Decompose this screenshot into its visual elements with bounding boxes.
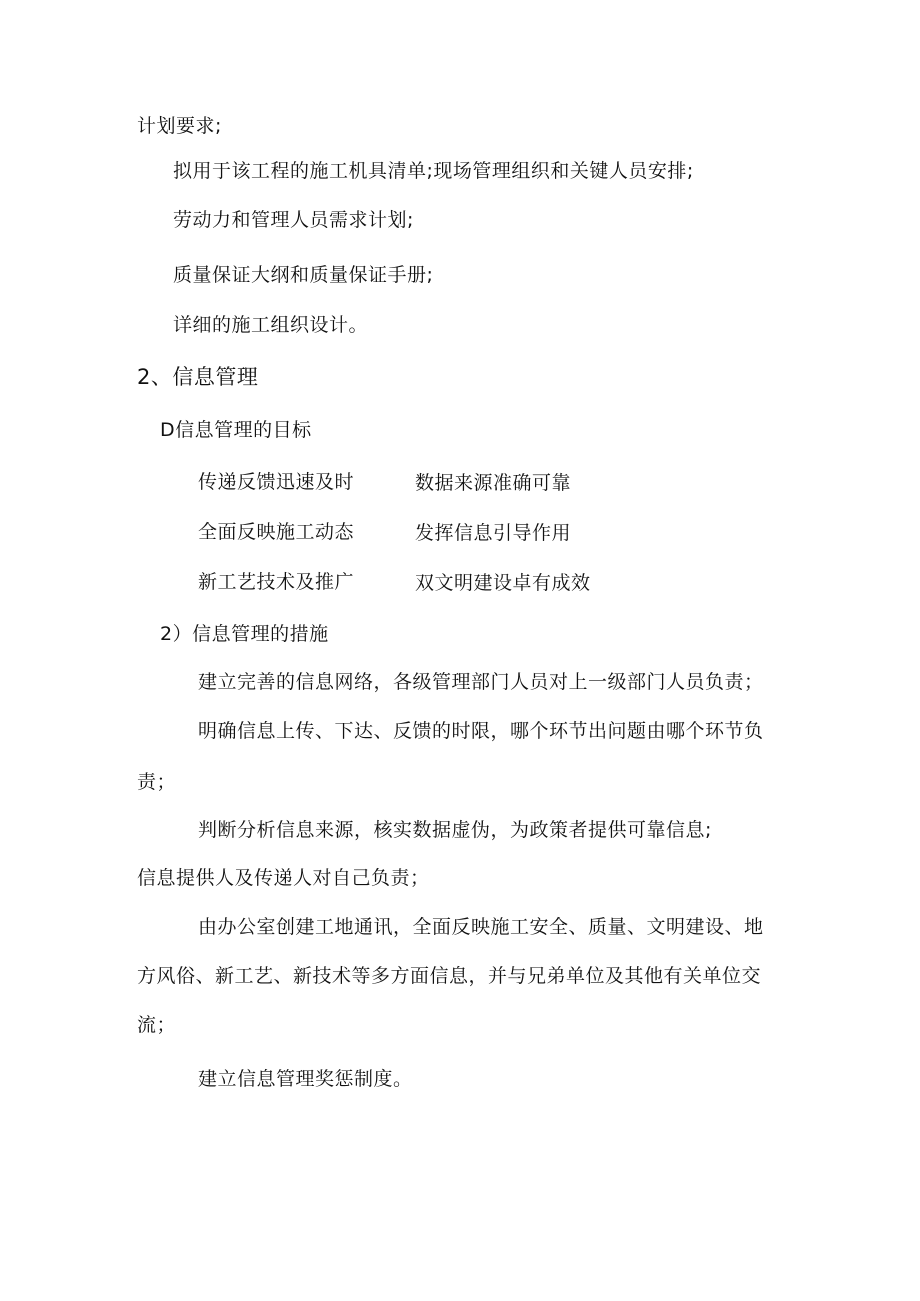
section-heading: 2、信息管理: [137, 365, 259, 389]
subsection-heading: D信息管理的目标: [160, 419, 312, 441]
goal-item: 全面反映施工动态: [198, 521, 355, 543]
text-line: 拟用于该工程的施工机具清单;现场管理组织和关键人员安排;: [173, 160, 694, 182]
text-line: 劳动力和管理人员需求计划;: [173, 209, 414, 231]
text-line: 建立完善的信息网络，各级管理部门人员对上一级部门人员负责；: [198, 671, 764, 693]
text-line: 由办公室创建工地通讯，全面反映施工安全、质量、文明建设、地: [198, 916, 764, 938]
goal-item: 传递反馈迅速及时: [198, 471, 355, 493]
text-line: 责；: [137, 771, 177, 793]
text-line: 建立信息管理奖惩制度。: [198, 1068, 413, 1090]
goal-item: 双文明建设卓有成效: [415, 572, 591, 594]
text-line: 质量保证大纲和质量保证手册;: [173, 264, 434, 286]
goal-item: 新工艺技术及推广: [198, 571, 355, 593]
text-line: 方风俗、新工艺、新技术等多方面信息，并与兄弟单位及其他有关单位交: [137, 965, 762, 987]
text-line: 信息提供人及传递人对自己负责；: [137, 867, 430, 889]
text-line: 流；: [137, 1014, 177, 1036]
goal-item: 发挥信息引导作用: [415, 522, 572, 544]
text-line: 判断分析信息来源，核实数据虚伪，为政策者提供可靠信息;: [198, 819, 712, 841]
goal-item: 数据来源准确可靠: [415, 472, 572, 494]
text-line: 计划要求;: [137, 115, 222, 137]
subsection-heading: 2）信息管理的措施: [160, 623, 329, 645]
text-line: 详细的施工组织设计。: [173, 314, 369, 336]
text-line: 明确信息上传、下达、反馈的时限，哪个环节出问题由哪个环节负: [198, 720, 764, 742]
